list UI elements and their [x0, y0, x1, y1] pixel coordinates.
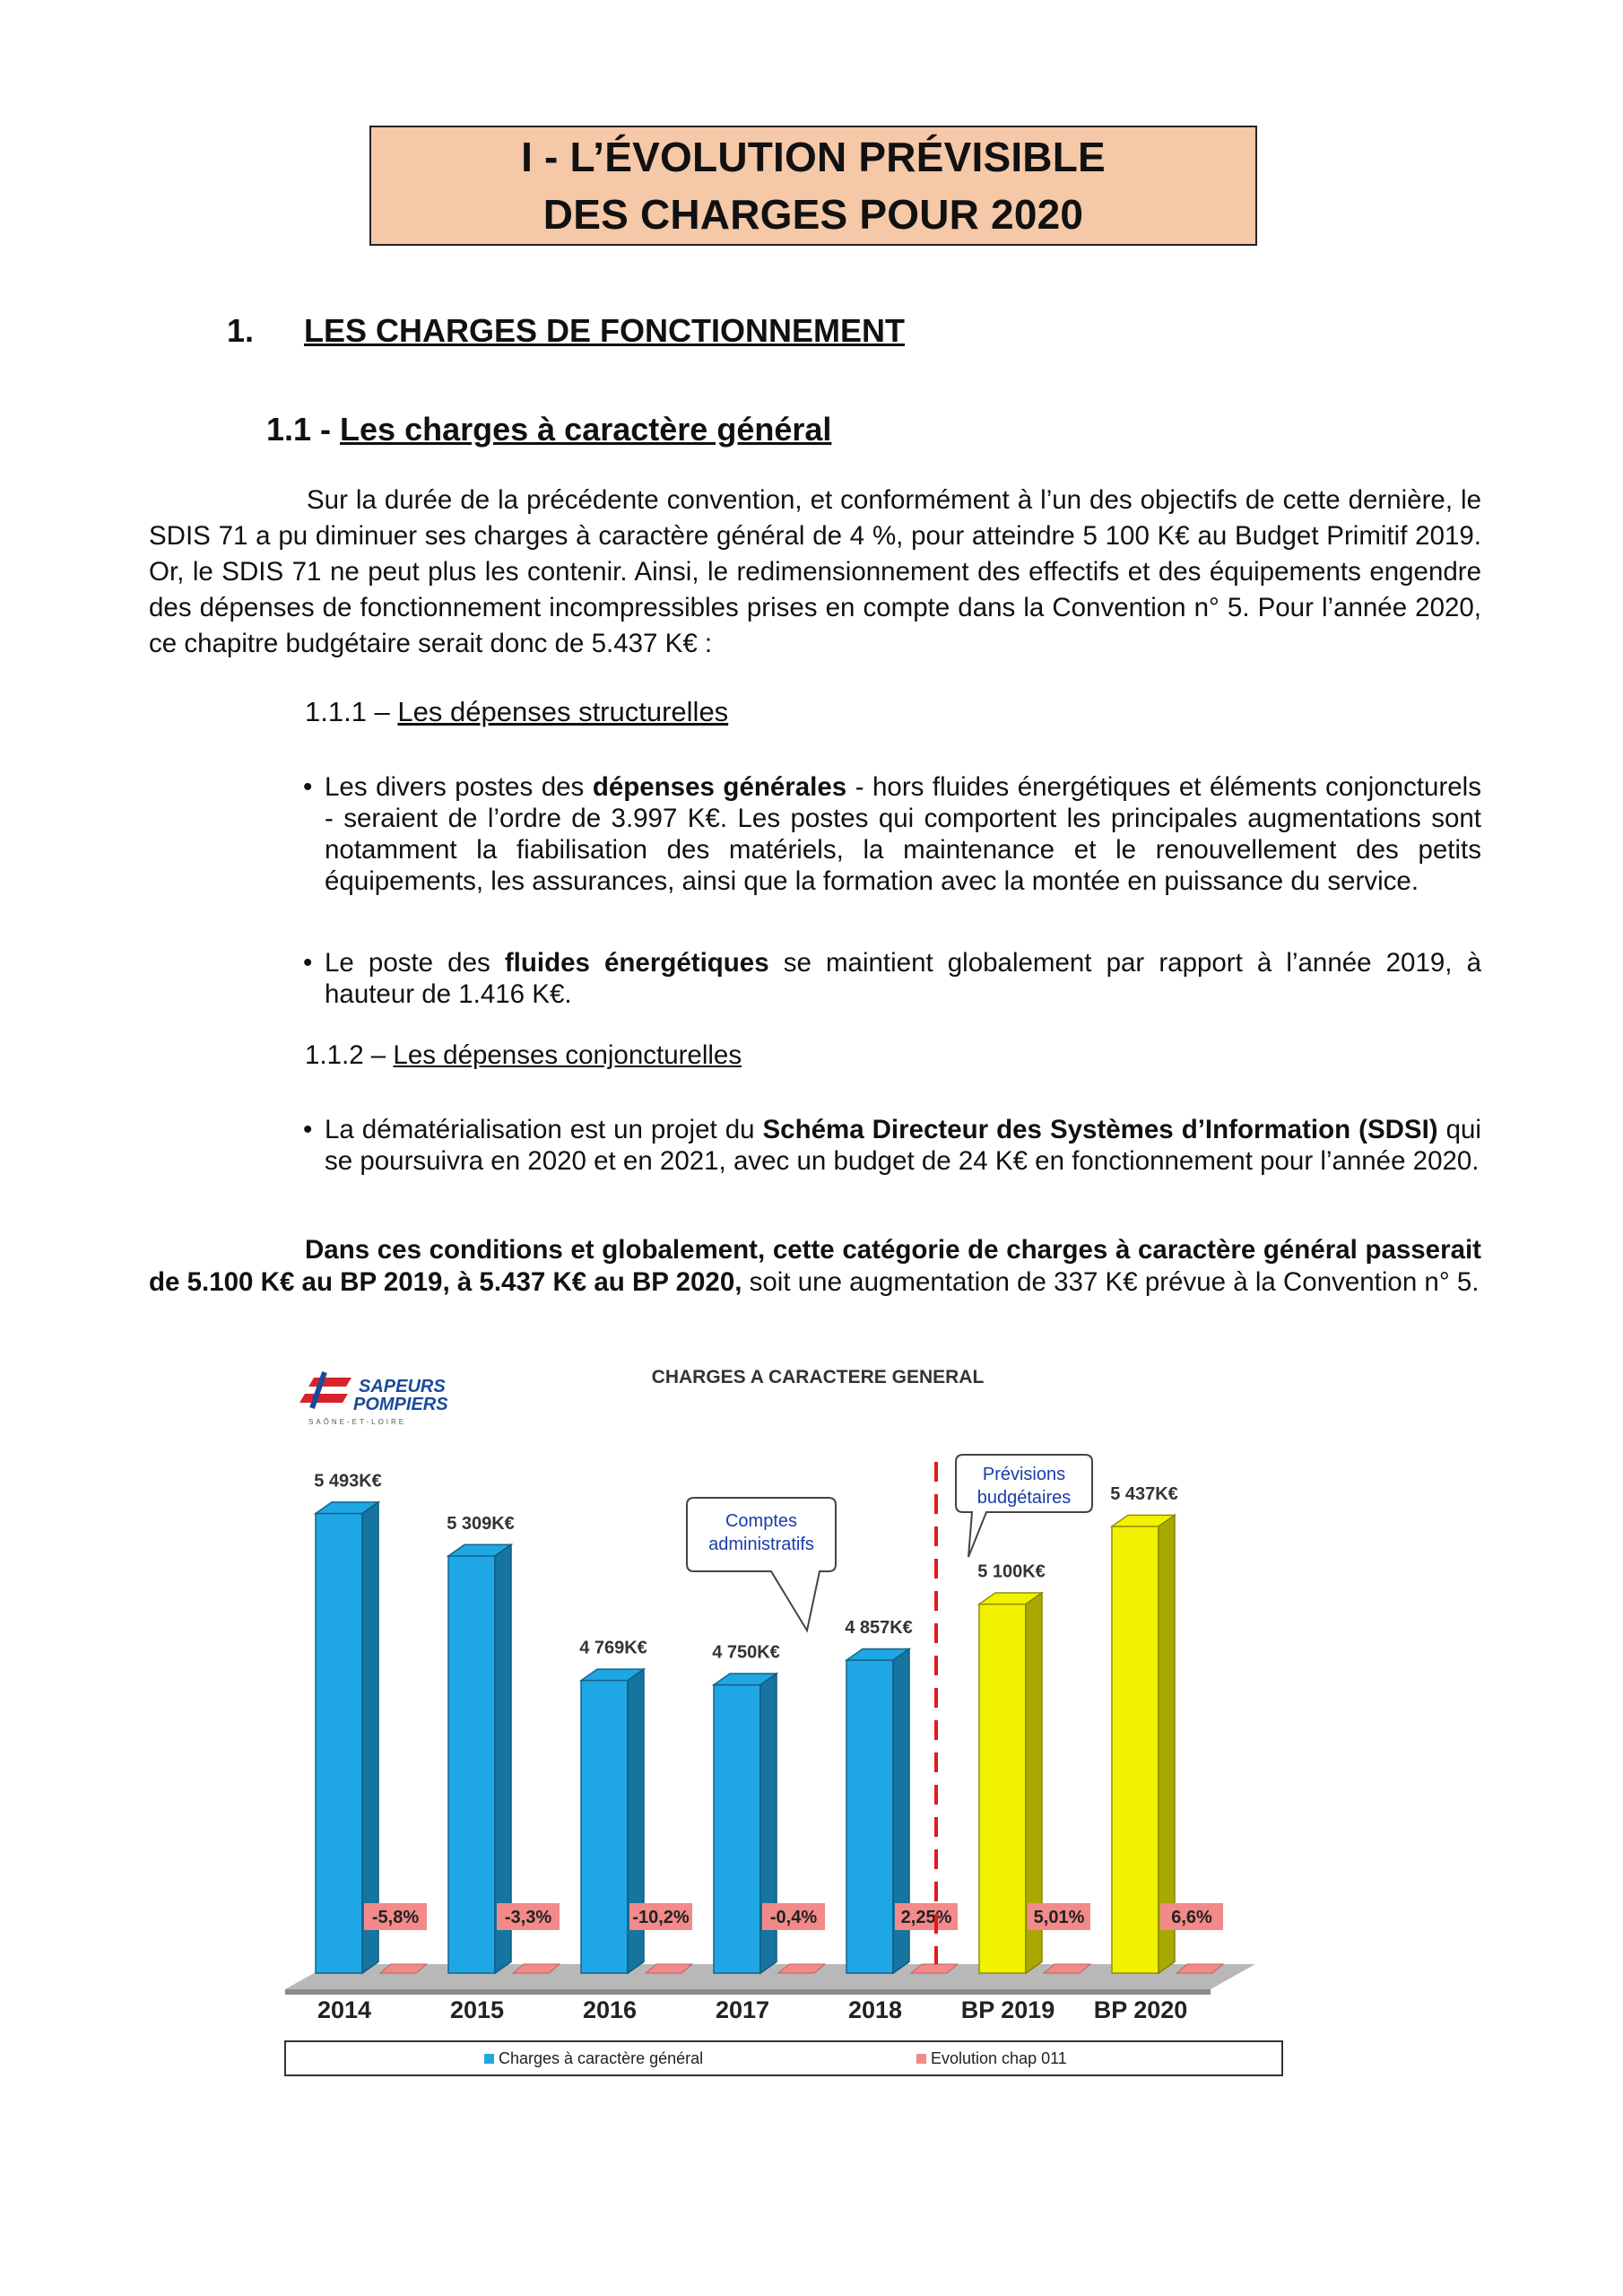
logo-text-3: SAÔNE-ET-LOIRE	[308, 1418, 407, 1426]
legend-swatch-charges	[484, 2054, 494, 2064]
main-title-box	[369, 126, 1257, 246]
heading-1-1-2	[305, 1040, 742, 1071]
chart-floor	[285, 1964, 1255, 1989]
bar-value-label: 5 309K€	[447, 1513, 515, 1534]
evolution-value-label: 5,01%	[1033, 1908, 1085, 1927]
subsection-number: 1.1 -	[266, 411, 341, 448]
bar-value-label: 5 437K€	[1110, 1483, 1178, 1504]
main-title-line1: I - L’ÉVOLUTION PRÉVISIBLE	[521, 134, 1106, 180]
bullet-dot: •	[303, 1115, 313, 1144]
sapeurs-pompiers-logo	[299, 1372, 448, 1426]
heading-title: Les dépenses conjoncturelles	[393, 1040, 742, 1070]
bar-value-label: 4 769K€	[579, 1638, 647, 1658]
section-heading-1	[227, 312, 905, 350]
chart-legend	[285, 2041, 1282, 2075]
conclusion-paragraph: Dans ces conditions et globalement, cette catégorie de charges à caractère général passerait de 5.100 K€ au BP 2019, à 5.437 K€ au BP 2020, soit une augmentation de 337 K€ prévue à la Convention n° 5.	[149, 1235, 1481, 1297]
evolution-value-label: 2,25%	[900, 1908, 952, 1927]
category-label: 2016	[582, 1996, 638, 2023]
logo-text-1: SAPEURS	[359, 1377, 446, 1396]
intro-paragraph: Sur la durée de la précédente convention, et conformément à l’un des objectifs de cette dernière, le SDIS 71 a pu diminuer ses charges à caractère général de 4 %, pour atteindre 5 100 K€ au Budget Primitif 2019. Or, le SDIS 71 ne peut plus les contenir. Ainsi, le redimensionnement des effectifs et des équipements engendre des dépenses de fonctionnement incompressibles prises en compte dans la Convention n° 5. Pour l’année 2020, ce chapitre budgétaire serait donc de 5.437 K€ :	[149, 485, 1481, 658]
bar-value-label: 4 750K€	[712, 1642, 780, 1663]
evolution-value-label: -3,3%	[504, 1908, 552, 1927]
chart-title: CHARGES A CARACTERE GENERAL	[651, 1367, 985, 1387]
legend-swatch-evolution	[916, 2054, 926, 2064]
category-label: 2017	[715, 1996, 770, 2023]
chart-floor-edge	[285, 1989, 1211, 1995]
legend-label-charges: Charges à caractère général	[499, 2049, 704, 2067]
bar-value-label: 5 100K€	[977, 1561, 1046, 1582]
callout-text-2: administratifs	[708, 1535, 814, 1554]
bullet-depenses-generales: • Les divers postes des dépenses générales - hors fluides énergétiques et éléments conjoncturels - seraient de l’ordre de 3.997 K€. Les postes qui comportent les principales augmentations sont notamment la fiabilisation des matériels, la maintenance et le renouvellement des petits équipements, les assurances, ainsi que la formation avec la montée en puissance du service.	[303, 772, 1481, 896]
callout-text-1: Comptes	[725, 1511, 798, 1531]
heading-number: 1.1.2 –	[305, 1040, 394, 1070]
legend-label-evolution: Evolution chap 011	[931, 2049, 1067, 2067]
bullet-fluides: • Le poste des fluides énergétiques se maintient globalement par rapport à l’année 2019, à hauteur de 1.416 K€.	[303, 948, 1481, 1009]
evolution-value-label: -5,8%	[371, 1908, 420, 1927]
logo-text-2: POMPIERS	[353, 1395, 448, 1414]
callout-previsions-budgetaires	[956, 1455, 1092, 1557]
section-heading-1-1	[266, 411, 831, 448]
evolution-value-label: 6,6%	[1171, 1908, 1212, 1927]
evolution-value-label: -10,2%	[632, 1908, 690, 1927]
callout-text-4: budgétaires	[976, 1488, 1072, 1508]
evolution-value-label: -0,4%	[769, 1908, 818, 1927]
callout-text-3: Prévisions	[982, 1465, 1066, 1484]
category-label: 2018	[847, 1996, 903, 2023]
category-label: 2015	[449, 1996, 505, 2023]
heading-number: 1.1.1 –	[305, 696, 398, 727]
bullet-dematerialisation: • La dématérialisation est un projet du Schéma Directeur des Systèmes d’Information (SDSI) qui se poursuivra en 2020 et en 2021, avec un budget de 24 K€ en fonctionnement pour l’année 2020.	[303, 1115, 1481, 1176]
main-title-line2: DES CHARGES POUR 2020	[542, 191, 1084, 238]
category-label: 2014	[317, 1996, 372, 2023]
bar-value-label: 4 857K€	[845, 1618, 913, 1639]
category-label: BP 2019	[960, 1996, 1055, 2023]
section-number: 1.	[227, 312, 255, 349]
bar-value-label: 5 493K€	[314, 1471, 382, 1492]
category-label: BP 2020	[1093, 1996, 1188, 2023]
heading-1-1-1	[305, 696, 728, 728]
bullet-dot: •	[303, 948, 313, 978]
callout-comptes-administratifs	[687, 1498, 836, 1631]
heading-title: Les dépenses structurelles	[397, 696, 729, 727]
bar-2014	[316, 1502, 378, 1973]
subsection-title: Les charges à caractère général	[340, 411, 832, 448]
section-title: LES CHARGES DE FONCTIONNEMENT	[304, 312, 906, 349]
bullet-dot: •	[303, 772, 313, 802]
charges-chart	[269, 1345, 1300, 2099]
